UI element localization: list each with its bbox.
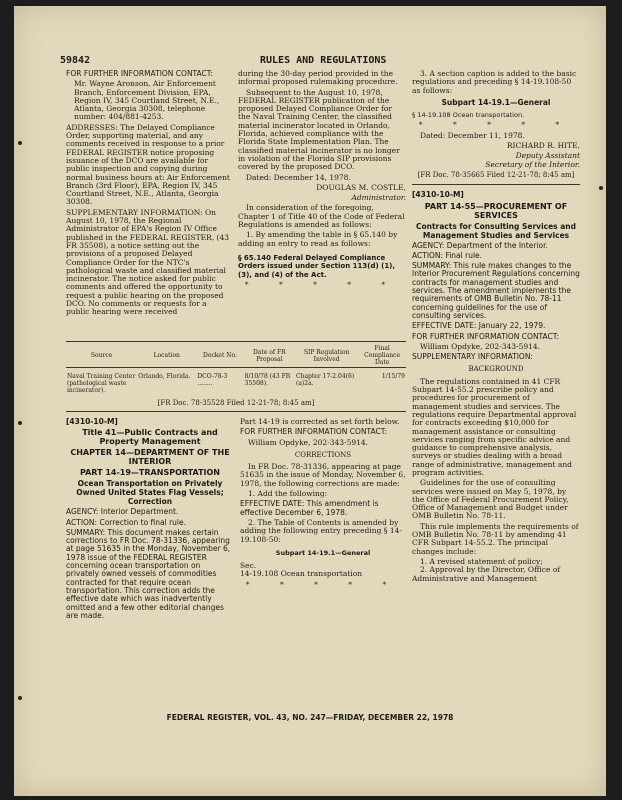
col3-signer-title-2: Secretary of the Interior. bbox=[485, 159, 580, 169]
table-cell: Orlando, Florida. bbox=[138, 373, 191, 380]
lower-agency-code: [4310-10-M] bbox=[66, 417, 118, 426]
page-footer: FEDERAL REGISTER, VOL. 43, NO. 247—FRIDAY, DECEMBER 22, 1978 bbox=[166, 713, 454, 722]
part-14-19-heading: PART 14-19—TRANSPORTATION bbox=[79, 468, 220, 478]
col3-section-entry: § 14-19.108 Ocean transportation. bbox=[412, 111, 525, 120]
table-header-cell: Source bbox=[90, 352, 113, 359]
table-row bbox=[66, 372, 406, 395]
lower-mid-stars: * * * * * bbox=[245, 579, 401, 589]
col2-stars: * * * * * bbox=[244, 279, 400, 289]
lower-mid-effective: EFFECTIVE DATE: This amendment is effective December 6, 1978. bbox=[240, 499, 379, 517]
col3-doc-line: [FR Doc. 78-35665 Filed 12-21-78; 8:45 am] bbox=[417, 170, 575, 179]
table-header-cell: Location bbox=[153, 352, 180, 359]
col2-paragraph-2: Subsequent to the August 10, 1978, FEDERAL REGISTER publication of the proposed Delayed Compliance Order for the Naval Training Center, the classified material incinerator located in Orlando, Florida, achieved compliance with the Florida State Implementation Plan. The classified material incinerator is no longer in violation of the Florida SIP provisions covered by the proposed DCO. bbox=[238, 87, 400, 172]
col3-agency: AGENCY: Department of the Interior. bbox=[412, 240, 548, 250]
col3-contact-body: William Opdyke, 202-343-5914. bbox=[420, 341, 541, 351]
lower-agency: AGENCY: Interior Department. bbox=[66, 507, 179, 517]
lower-mid-contact-heading: FOR FURTHER INFORMATION CONTACT: bbox=[240, 427, 388, 437]
column-1-top bbox=[66, 70, 232, 319]
col3-background-1: The regulations contained in 41 CFR Subpart 14-55.2 prescribe policy and procedures for procurement of management studies and services. The regulations require Departmental approval for contracts exceeding $10,000 for management assistance or consulting services ranging from specific advice and guidance to comprehensive analysis, surveys or studies dealing with a broad range of administrative, management and program activities. bbox=[412, 376, 577, 477]
col3-supplementary: SUPPLEMENTARY INFORMATION: bbox=[412, 352, 533, 362]
column-2-top bbox=[238, 70, 406, 291]
title-41-heading: Title 41—Public Contracts and Property Management bbox=[82, 428, 218, 447]
col3-part-title: PART 14-55—PROCUREMENT OF SERVICES bbox=[424, 201, 568, 220]
col3-subpart-heading: Subpart 14-19.1—General bbox=[441, 97, 551, 107]
table-cell: Chapter 17-2.04(6)(a)2a. bbox=[296, 373, 355, 387]
table-header-row bbox=[66, 344, 406, 368]
col3-paragraph-1: 3. A section caption is added to the basic regulations and preceding § 14-19.108-50 as follows: bbox=[412, 69, 577, 95]
col3-dated: Dated: December 11, 1978. bbox=[420, 130, 525, 140]
lower-mid-contact-body: William Opdyke, 202-343-5914. bbox=[248, 437, 369, 447]
binder-hole bbox=[18, 696, 22, 700]
col3-summary: SUMMARY: This rule makes changes to the Interior Procurement Regulations concerning contracts for management studies and services. The amendment implements the requirements of OMB Bulletin No. 78-11 concerning guidelines for the use of consulting services. bbox=[412, 261, 580, 320]
table-header-cell: Date of FR Proposal bbox=[252, 348, 286, 363]
contact-body: Mr. Wayne Aronson, Air Enforcement Branch, Enforcement Division, EPA, Region IV, 345 Courtland Street, N.E., Atlanta, Georgia 30308, telephone number: 404/881-4253. bbox=[74, 79, 220, 122]
lower-mid-paragraph-3: 1. Add the following: bbox=[248, 489, 328, 499]
binder-hole bbox=[18, 141, 22, 145]
table-cell: Naval Training Center (pathological waste incinerator). bbox=[67, 373, 136, 394]
section-65-140-title: § 65.140 Federal Delayed Compliance Orders issued under Section 113(d) (1), (3), and (4) of the Act. bbox=[238, 253, 396, 279]
lower-mid-paragraph-4: 2. The Table of Contents is amended by adding the following entry preceding § 14-19.108-50: bbox=[240, 517, 402, 544]
col2-paragraph-3: In consideration of the foregoing, Chapter 1 of Title 40 of the Code of Federal Regulations is amended as follows: bbox=[238, 203, 405, 230]
page-number: 59842 bbox=[60, 55, 91, 66]
addresses-paragraph: ADDRESSES: The Delayed Compliance Order, supporting material, and any comments received in response to a prior FEDERAL REGISTER notice proposing issuance of the DCO are available for public inspection and copying during normal business hours at: Air Enforcement Branch (3rd Floor), EPA, Region IV, 345 Courtland Street, N.E., Atlanta, Georgia 30308. bbox=[66, 122, 230, 207]
chapter-14-heading: CHAPTER 14—DEPARTMENT OF THE INTERIOR bbox=[70, 448, 230, 467]
col3-divider bbox=[412, 184, 580, 185]
binder-hole bbox=[18, 421, 22, 425]
col3-sub-title: Contracts for Consulting Services and Management Studies and Services bbox=[415, 221, 577, 240]
col3-background-2: Guidelines for the use of consulting services were issued on May 5, 1978, by the Office of Federal Procurement Policy, Office of Management and Budget under OMB Bulletin No. 78-11. bbox=[412, 478, 569, 521]
col3-background-3: This rule implements the requirements of OMB Bulletin No. 78-11 by amending 41 CFR Subpart 14-55.2. The principal changes include: bbox=[412, 521, 579, 556]
section-heading: RULES AND REGULATIONS bbox=[260, 55, 387, 66]
table-cell: 1/15/79 bbox=[381, 373, 405, 380]
col2-signer-title: Administrator. bbox=[351, 193, 406, 203]
col3-background-heading: BACKGROUND bbox=[468, 365, 524, 374]
col2-paragraph-4: 1. By amending the table in § 65.140 by adding an entry to read as follows: bbox=[238, 230, 398, 248]
table-cell: 8/10/78 (43 FR 35508). bbox=[244, 373, 291, 387]
col3-effective: EFFECTIVE DATE: January 22, 1979. bbox=[412, 321, 546, 331]
lower-mid-paragraph-1: Part 14-19 is corrected as set forth below. bbox=[240, 417, 400, 426]
table-cell: DCO-78-3 ........ bbox=[197, 373, 228, 387]
col3-action: ACTION: Final rule. bbox=[412, 250, 483, 260]
col3-signer-title-1: Deputy Assistant bbox=[515, 151, 580, 161]
lower-mid-paragraph-2: In FR Doc. 78-31336, appearing at page 51635 in the issue of Monday, November 6, 1978, the following corrections are made: bbox=[240, 462, 406, 488]
dco-table bbox=[66, 344, 406, 395]
col2-signer-name: DOUGLAS M. COSTLE, bbox=[316, 182, 406, 192]
lower-mid-subpart: Subpart 14-19.1—General bbox=[275, 548, 371, 557]
col2-dated: Dated: December 14, 1978. bbox=[246, 172, 351, 182]
col3-list-item-2: 2. Approval by the Director, Office of Administrative and Management bbox=[412, 565, 561, 583]
table-header-cell: Docket No. bbox=[203, 352, 237, 359]
table-header-cell: SIP Regulation Involved bbox=[303, 348, 350, 363]
lower-mid-entry: 14-19.108 Ocean transportation bbox=[240, 569, 363, 579]
table-top-rule bbox=[66, 341, 406, 342]
table-doc-line: [FR Doc. 78-35528 Filed 12-21-78; 8:45 am] bbox=[157, 399, 315, 407]
binder-hole bbox=[599, 186, 603, 190]
lower-mid-sec-label: Sec. bbox=[240, 561, 257, 571]
col2-paragraph-1: during the 30-day period provided in the informal proposed rulemaking procedure. bbox=[238, 69, 398, 87]
col3-contact-heading: FOR FURTHER INFORMATION CONTACT: bbox=[412, 331, 560, 341]
corrections-heading: CORRECTIONS bbox=[294, 450, 352, 459]
table-header-cell: Final Compliance Date bbox=[364, 345, 401, 366]
col3-stars: * * * * * bbox=[418, 120, 574, 130]
ocean-transport-heading: Ocean Transportation on Privately Owned United States Flag Vessels; Correction bbox=[76, 479, 224, 507]
document-page bbox=[14, 6, 606, 796]
col3-agency-code: [4310-10-M] bbox=[412, 190, 464, 200]
column-2-bottom bbox=[240, 418, 406, 591]
supplementary-paragraph: SUPPLEMENTARY INFORMATION: On August 10, 1978, the Regional Administrator of EPA's Region IV Office published in the FEDERAL REGISTER, (43 FR 35508), a notice setting out the provisions of a proposed Delayed Compliance Order for the NTC's pathological waste and classified material incinerator. The notice asked for public comments and offered the opportunity to request a public hearing on the proposed DCO. No comments or requests for a public hearing were received bbox=[66, 207, 229, 317]
column-1-bottom bbox=[66, 418, 234, 622]
column-3 bbox=[412, 70, 580, 585]
col3-signer-name: RICHARD R. HITE, bbox=[506, 141, 580, 151]
table-bottom-rule bbox=[66, 411, 406, 412]
col3-list-item-1: 1. A revised statement of policy; bbox=[420, 556, 543, 566]
lower-summary: SUMMARY: This document makes certain corrections to FR Doc. 78-31336, appearing at page 51635 in the Monday, November 6, 1978 issue of the FEDERAL REGISTER concerning ocean transportation on privately owned vessels of commodities contracted for that require ocean transportation. This correction adds the effective date which was inadvertently omitted and a few other editorial changes are made. bbox=[66, 527, 231, 620]
lower-action: ACTION: Correction to final rule. bbox=[66, 517, 187, 527]
contact-heading: FOR FURTHER INFORMATION CONTACT: bbox=[66, 69, 214, 78]
